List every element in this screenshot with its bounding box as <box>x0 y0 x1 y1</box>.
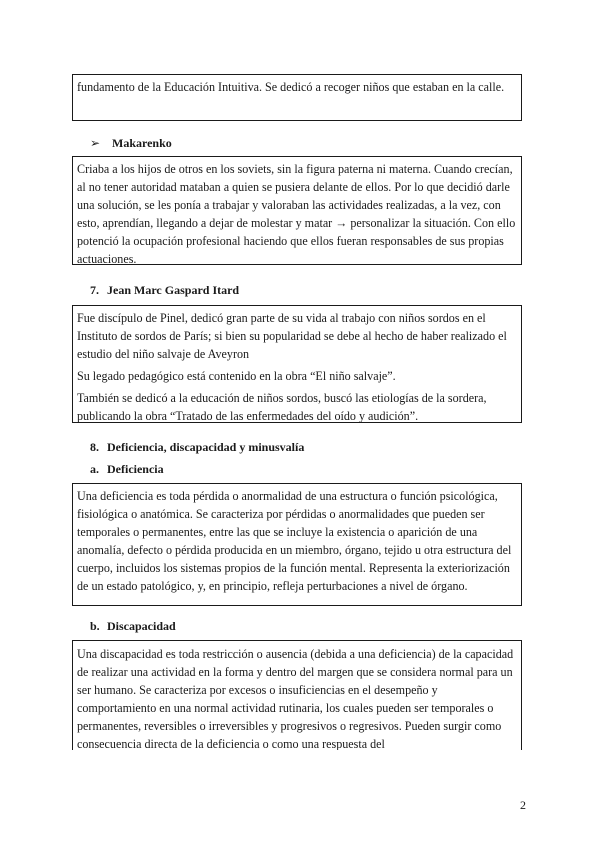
intro-text-box <box>72 74 522 121</box>
makarenko-text-box <box>72 156 522 265</box>
deficiencia-heading <box>90 460 164 478</box>
deficiencia-title: Deficiencia <box>107 462 164 476</box>
arrow-bullet-icon: ➢ <box>90 136 101 150</box>
discapacidad-title: Discapacidad <box>107 619 176 633</box>
discapacidad-paragraph: Una discapacidad es toda restricción o ausencia (debida a una deficiencia) de la capacidad de realizar una actividad en la forma y dentro del margen que se considera normal para un ser humano. Se caracteriza por excesos o insuficiencias en el desempeño y comportamiento en una normal actividad rutinaria, los cuales pueden ser temporales o permanentes, reversibles o irreversibles y progresivos o regresivos. Pueden surgir como consecuencia directa de la deficiencia o como una respuesta del <box>77 647 514 750</box>
itard-number: 7. <box>90 283 99 297</box>
discapacidad-text-box <box>72 640 522 750</box>
deficiencia-letter: a. <box>90 462 99 476</box>
deficiencia-paragraph: Una deficiencia es toda pérdida o anormalidad de una estructura o función psicológica, fisiológica o anatómica. Se caracteriza por pérdidas o anormalidades que pueden ser temporales o permanentes, entre las que se incluye la existencia o aparición de una anomalía, defecto o pérdida producida en un miembro, órgano, tejido u otra estructura del cuerpo, incluidos los sistemas propios de la función mental. Representa la exteriorización de un estado patológico, y, en principio, refleja perturbaciones a nivel de órgano. <box>77 489 512 593</box>
section-8-heading <box>90 438 304 456</box>
deficiencia-text-box <box>72 483 522 606</box>
itard-heading <box>90 281 239 299</box>
section-8-title: Deficiencia, discapacidad y minusvalía <box>107 440 305 454</box>
discapacidad-heading <box>90 617 176 635</box>
itard-text-box <box>72 305 522 423</box>
discapacidad-letter: b. <box>90 619 100 633</box>
itard-paragraph-3: También se dedicó a la educación de niños sordos, buscó las etiologías de la sordera, publicando la obra “Tratado de las enfermedades del oído y audición”. <box>77 391 487 423</box>
intro-paragraph: fundamento de la Educación Intuitiva. Se dedicó a recoger niños que estaban en la calle. <box>77 80 505 94</box>
page-number: 2 <box>520 798 526 812</box>
makarenko-paragraph: Criaba a los hijos de otros en los soviets, sin la figura paterna ni materna. Cuando crecían, al no tener autoridad mataban a quien se pusiera delante de ellos. Por lo que decidió darle una solución, se les ponía a trabajar y valoraban las actividades realizadas, a la vez, con esto, aprendían, llegando a dejar de molestar y matar → personalizar la situación. Con ello potenció la ocupación profesional haciendo que ellos fueran responsables de sus propias actuaciones. <box>77 162 516 266</box>
itard-paragraph-2: Su legado pedagógico está contenido en la obra “El niño salvaje”. <box>77 369 396 383</box>
itard-title: Jean Marc Gaspard Itard <box>107 283 240 297</box>
section-8-number: 8. <box>90 440 99 454</box>
makarenko-title: Makarenko <box>112 136 172 150</box>
makarenko-heading <box>90 134 172 152</box>
itard-paragraph-1: Fue discípulo de Pinel, dedicó gran parte de su vida al trabajo con niños sordos en el Instituto de sordos de París; si bien su popularidad se debe al hecho de haber realizado el estudio del niño salvaje de Aveyron <box>77 311 507 361</box>
